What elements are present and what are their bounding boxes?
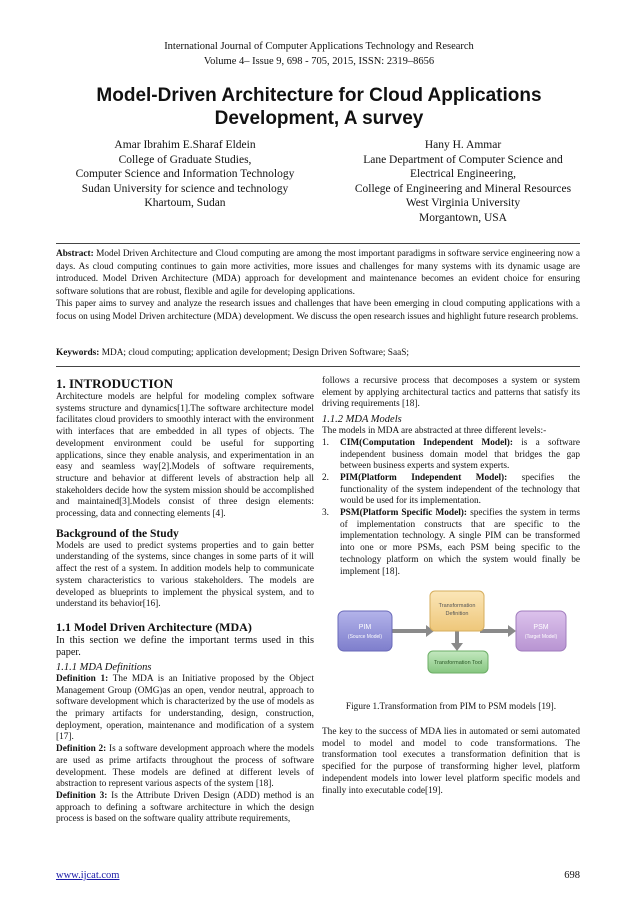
background-heading: Background of the Study	[56, 527, 179, 540]
figure-1-diagram	[330, 585, 570, 685]
model-item-text: is a software independent business domain model that bridges the gap between business experts and system experts.	[340, 437, 580, 472]
pim-sublabel: (Source Model)	[347, 634, 383, 640]
left-column	[56, 376, 314, 826]
model-item-pim	[322, 473, 580, 508]
author-2-affil-3: College of Engineering and Mineral Resources	[354, 182, 572, 195]
transformation-tool-label: Transformation Tool	[433, 660, 483, 666]
model-item-number: 3.	[322, 508, 329, 519]
figure-1	[330, 585, 570, 685]
psm-label: PSM	[533, 624, 549, 631]
figure-1-caption: Figure 1.Transformation from PIM to PSM models [19].	[345, 702, 557, 712]
intro-heading: 1. INTRODUCTION	[56, 376, 174, 391]
keywords	[56, 347, 580, 360]
journal-url-link[interactable]: www.ijcat.com	[56, 870, 120, 881]
closing-paragraph	[322, 727, 580, 797]
model-item-number: 1.	[322, 437, 329, 448]
mda-heading: 1.1 Model Driven Architecture (MDA)	[56, 619, 252, 634]
author-2-name: Hany H. Ammar	[424, 139, 502, 151]
pim-label: PIM	[358, 624, 372, 631]
title-line-1: Model-Driven Architecture for Cloud Applications	[96, 85, 542, 106]
arrow-pim-to-tool	[392, 625, 434, 637]
definition-1	[56, 674, 314, 744]
paper-title	[40, 84, 598, 130]
keywords-text: MDA; cloud computing; application development; Design Driven Software; SaaS;	[99, 348, 409, 358]
abstract-text: Model Driven Architecture and Cloud computing are among the most important paradigms in software service engineering now a days. As cloud computing continues to gain more activities, more issues and challenges for many systems with its dynamic usage are introduced. Model Driven Architecture (MDA) approach for development and maintenance becomes an evident choice for ensuring software solutions that are robust, flexible and agile for developing applications.	[56, 249, 580, 297]
definitions-heading: 1.1.1 MDA Definitions	[56, 661, 152, 673]
author-1-name: Amar Ibrahim E.Sharaf Eldein	[114, 139, 256, 151]
model-item-label: PIM(Platform Independent Model):	[340, 472, 508, 483]
abstract-label: Abstract:	[56, 249, 94, 259]
author-1-affil-4: Khartoum, Sudan	[144, 197, 226, 209]
author-2-affil-1: Lane Department of Computer Science and	[363, 153, 563, 166]
author-block-1	[40, 138, 330, 211]
definition-3-text: Is the Attribute Driven Design (ADD) method is an approach to defining a software architecture in which the design process is based on the software quality attribute requirements,	[56, 790, 314, 825]
arrow-definition-to-tool	[451, 629, 463, 651]
author-block-2	[318, 138, 608, 225]
abstract-text-2: This paper aims to survey and analyze the research issues and challenges that have been emerging in cloud computing applications with a focus on using Model Driven architecture (MDA) development. We discuss the open research issues and highlight future research problems.	[56, 299, 580, 322]
right-column	[322, 376, 580, 578]
background-text: Models are used to predict systems properties and to gain better understanding of the systems, since changes in some parts of it will affect the rest of a system. In addition models help to communicate system characteristics to various stakeholders. The models are developed as blueprints to implement the physical system, and to understand its behavior[16].	[56, 540, 314, 610]
mda-text: In this section we define the important terms used in this paper.	[56, 634, 314, 659]
author-1-affil-1: College of Graduate Studies,	[118, 153, 252, 166]
definition-1-label: Definition 1:	[56, 673, 109, 684]
author-2-affil-4: West Virginia University	[405, 197, 521, 209]
journal-volume: Volume 4– Issue 9, 698 - 705, 2015, ISSN: 2319–8656	[203, 56, 435, 67]
definition-2-text: Is a software development approach where the models are used as prime artifacts throughout the process of software development. These models are defined at different levels of abstraction to represent various aspects of the system [18].	[56, 744, 314, 790]
definition-2-label: Definition 2:	[56, 744, 107, 755]
title-line-2: Development, A survey	[214, 108, 424, 129]
page-number: 698	[564, 870, 580, 881]
abstract	[56, 248, 580, 324]
model-item-text: specifies the system in terms of implementation constructs that are specific to the implementation technology. A single PIM can be transformed into one or more PSMs, each PSM being specific to the technology platform on which the system would finally be implement [18].	[340, 508, 581, 577]
definition-2	[56, 744, 314, 791]
keywords-label: Keywords:	[56, 348, 100, 358]
models-list	[322, 438, 580, 578]
divider-top	[56, 243, 580, 244]
pim-box	[338, 611, 392, 651]
intro-text: Architecture models are helpful for modeling complex software systems structure and dynamics[1].The software architecture model facilitates cloud providers to smoothly interact with the environment with interfaces that are embedded in all types of objects. The development environment could be useful for supporting applications, since they enable analysis, and experimentation in an easy and seamless way[2].Models of software requirements, structure and behavior at different levels of abstraction help all stakeholders decide how the system mission should be accomplished and maintained[3].Models consist of three design elements: processing, data and connecting elements [4].	[56, 392, 314, 520]
model-item-label: PSM(Platform Specific Model):	[340, 508, 467, 519]
arrow-tool-to-psm	[480, 625, 516, 637]
closing-text: The key to the success of MDA lies in automated or semi automated model to model and model to code transformations. The transformation tool executes a transformation definition that is specified for the purpose of transforming higher level, platform independent models into lower level platform specific models and finally into executable code[19].	[322, 727, 580, 796]
author-2-affil-2: Electrical Engineering,	[409, 168, 516, 180]
journal-name: International Journal of Computer Applications Technology and Research	[164, 41, 474, 52]
model-item-label: CIM(Computation Independent Model):	[340, 437, 513, 448]
model-item-number: 2.	[322, 472, 329, 483]
divider-bottom	[56, 366, 580, 367]
psm-box	[516, 611, 566, 651]
continued-text: follows a recursive process that decomposes a system or system element by applying architectural tactics and patterns that satisfy its driving requirements [18].	[322, 376, 580, 410]
model-item-text: specifies the functionality of the system independent of the technology that would be used for its implementation.	[340, 472, 580, 507]
definition-3-label: Definition 3:	[56, 790, 108, 801]
models-intro: The models in MDA are abstracted at three different levels:-	[322, 426, 547, 437]
psm-sublabel: (Target Model)	[524, 634, 558, 640]
model-item-psm	[322, 508, 580, 578]
definition-1-text: The MDA is an Initiative proposed by the Object Management Group (OMG)as an open, vendor neutral, approach to software development which is characterized by the use of models as the primary artifacts for understanding, design, construction, deployment, operation, maintenance and modification of a system [17].	[56, 673, 314, 743]
transformation-definition-label-2: Definition	[445, 611, 469, 617]
definition-3	[56, 791, 314, 826]
author-2-affil-5: Morgantown, USA	[419, 211, 507, 224]
transformation-definition-label-1: Transformation	[438, 603, 476, 609]
author-1-affil-2: Computer Science and Information Technology	[75, 168, 295, 180]
author-1-affil-3: Sudan University for science and technology	[81, 182, 289, 195]
models-heading: 1.1.2 MDA Models	[322, 414, 402, 426]
model-item-cim	[322, 438, 580, 473]
